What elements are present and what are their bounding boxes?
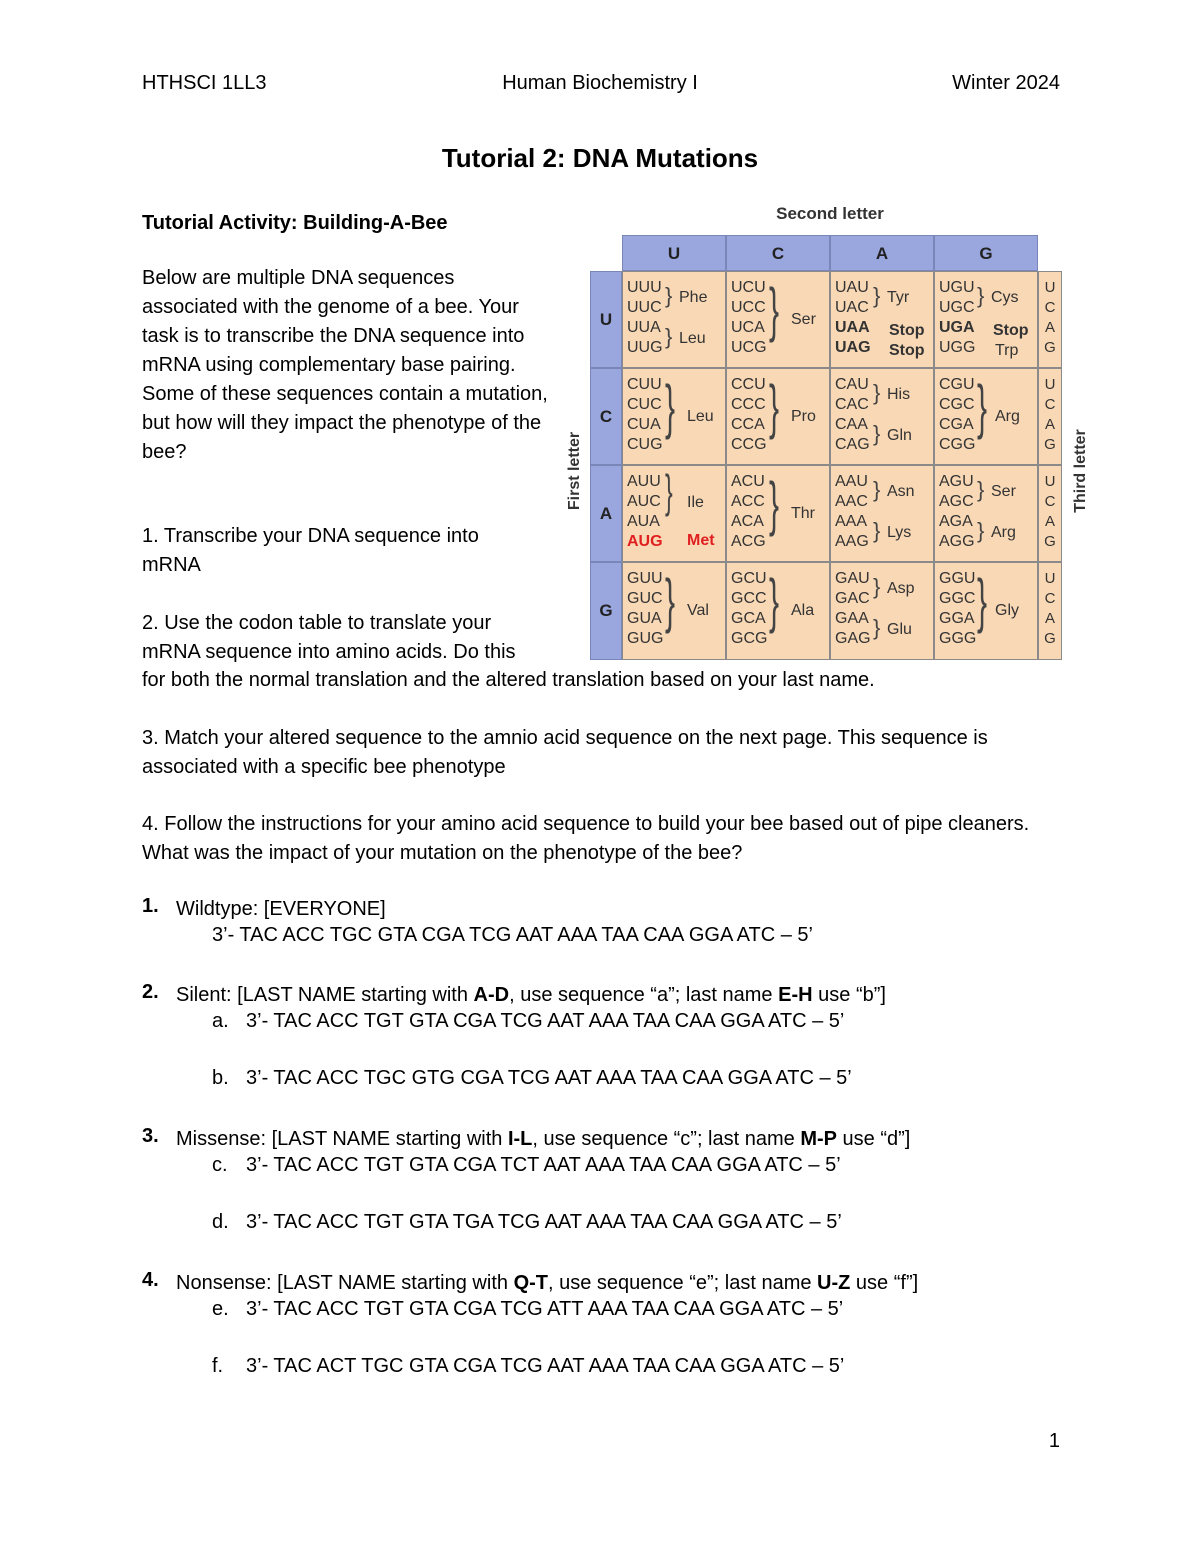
brace: } xyxy=(873,574,881,599)
cell-cu xyxy=(622,368,726,465)
codon: CGC xyxy=(939,396,975,413)
codon: CCA xyxy=(731,416,765,433)
second-letter-label: Second letter xyxy=(776,204,884,223)
third-letter: A xyxy=(1044,610,1055,627)
brace: } xyxy=(769,276,780,343)
third-letter: A xyxy=(1044,513,1055,530)
codon: AUU xyxy=(627,473,661,490)
step-2-line-1: 2. Use the codon table to translate your xyxy=(142,612,492,634)
letter-range: U-Z xyxy=(817,1272,851,1294)
brace: } xyxy=(977,567,988,634)
amino-acid: Tyr xyxy=(887,289,910,306)
codon: GAG xyxy=(835,630,871,647)
third-letter: U xyxy=(1044,376,1056,393)
sequence-b: 3’- TAC ACC TGC GTG CGA TCG AAT AAA TAA CAA GGA ATC – 5’ xyxy=(246,1067,852,1089)
cell-cc xyxy=(726,368,830,465)
amino-acid: Gly xyxy=(995,602,1019,619)
codon: UAC xyxy=(835,299,869,316)
sequence-c: 3’- TAC ACC TGT GTA CGA TCT AAT AAA TAA CAA GGA ATC – 5’ xyxy=(246,1154,841,1176)
item-3-label xyxy=(176,1125,910,1154)
cell-gu xyxy=(622,562,726,660)
codon: GUC xyxy=(627,590,663,607)
label-text: Nonsense: [LAST NAME starting with xyxy=(176,1272,514,1294)
brace: } xyxy=(665,567,676,634)
first-letter-label-wrap xyxy=(560,422,590,522)
brace: } xyxy=(665,324,673,349)
cell-ga xyxy=(830,562,934,660)
amino-acid: Cys xyxy=(991,289,1019,306)
label-text: Silent: [LAST NAME starting with xyxy=(176,984,474,1006)
amino-acid: Arg xyxy=(991,524,1016,541)
third-letter: C xyxy=(1044,590,1056,607)
amino-acid: Asn xyxy=(887,483,915,500)
col-head-a: A xyxy=(830,235,934,271)
brace: } xyxy=(665,283,673,308)
third-letters-u xyxy=(1038,271,1062,368)
codon: UAG xyxy=(835,339,871,356)
cell-uc xyxy=(726,271,830,368)
codon: UGA xyxy=(939,319,975,336)
brace: } xyxy=(873,477,881,502)
letter-range: E-H xyxy=(778,984,813,1006)
step-2-line-3: for both the normal translation and the altered translation based on your last name. xyxy=(142,669,875,691)
activity-heading: Tutorial Activity: Building-A-Bee xyxy=(142,212,448,234)
cell-ug xyxy=(934,271,1038,368)
codon: AGG xyxy=(939,533,975,550)
codon: UUU xyxy=(627,279,662,296)
label-text: , use sequence “c”; last name xyxy=(532,1128,801,1150)
label-text: use “d”] xyxy=(837,1128,911,1150)
codon: AGC xyxy=(939,493,974,510)
list-number: 2. xyxy=(142,981,159,1003)
stop-label: Stop xyxy=(993,322,1029,339)
codon: UAA xyxy=(835,319,870,336)
codon: CUA xyxy=(627,416,661,433)
codon: CUG xyxy=(627,436,663,453)
cell-uu xyxy=(622,271,726,368)
cell-aa xyxy=(830,465,934,562)
label-text: Missense: [LAST NAME starting with xyxy=(176,1128,508,1150)
codon: AAA xyxy=(835,513,868,530)
third-letters-c xyxy=(1038,368,1062,465)
sub-letter: a. xyxy=(212,1010,229,1032)
letter-range: M-P xyxy=(800,1128,837,1150)
codon: UCA xyxy=(731,319,765,336)
third-letter: G xyxy=(1044,533,1056,550)
header-course: HTHSCI 1LL3 xyxy=(142,72,267,94)
amino-acid: Trp xyxy=(995,342,1019,359)
row-head-u: U xyxy=(590,271,622,368)
codon: UUG xyxy=(627,339,663,356)
codon: UUA xyxy=(627,319,661,336)
sequence-d: 3’- TAC ACC TGT GTA TGA TCG AAT AAA TAA CAA GGA ATC – 5’ xyxy=(246,1211,842,1233)
codon: GGC xyxy=(939,590,976,607)
codon: CAC xyxy=(835,396,869,413)
cell-ac xyxy=(726,465,830,562)
third-letters-a xyxy=(1038,465,1062,562)
brace: } xyxy=(769,567,780,634)
codon: GCC xyxy=(731,590,767,607)
brace: } xyxy=(977,283,985,308)
intro-paragraph: Below are multiple DNA sequences associated with the genome of a bee. Your task is to transcribe the DNA sequence into mRNA using complementary base pairing. Some of these sequences contain a mutation, but how will they impact the phenotype of the bee? xyxy=(142,267,548,463)
codon: UAU xyxy=(835,279,869,296)
label-text: , use sequence “e”; last name xyxy=(548,1272,818,1294)
step-4: 4. Follow the instructions for your amino acid sequence to build your bee based out of pipe cleaners. What was the impact of your mutation on the phenotype of the bee? xyxy=(142,813,1030,864)
brace: } xyxy=(977,373,988,440)
amino-acid: Thr xyxy=(791,505,815,522)
codon: CCG xyxy=(731,436,767,453)
brace: } xyxy=(977,477,985,502)
codon: GUU xyxy=(627,570,663,587)
amino-acid: His xyxy=(887,386,911,403)
codon: CCC xyxy=(731,396,766,413)
codon: GUG xyxy=(627,630,664,647)
amino-acid: Lys xyxy=(887,524,912,541)
codon: AGA xyxy=(939,513,973,530)
codon: CCU xyxy=(731,376,766,393)
codon: ACU xyxy=(731,473,765,490)
third-letter: C xyxy=(1044,299,1056,316)
amino-acid: Gln xyxy=(887,427,912,444)
step-3: 3. Match your altered sequence to the amnio acid sequence on the next page. This sequence is associated with a specific bee phenotype xyxy=(142,727,988,778)
codon: CGA xyxy=(939,416,974,433)
codon: ACC xyxy=(731,493,765,510)
step-2-line-2: mRNA sequence into amino acids. Do this xyxy=(142,641,516,663)
cell-ca xyxy=(830,368,934,465)
start-codon: AUG xyxy=(627,533,663,550)
list-number: 1. xyxy=(142,895,159,917)
third-letter: G xyxy=(1044,436,1056,453)
codon: GAA xyxy=(835,610,869,627)
letter-range: I-L xyxy=(507,1128,533,1150)
codon: CAG xyxy=(835,436,870,453)
stop-label: Stop xyxy=(889,322,925,339)
third-letter: C xyxy=(1044,493,1056,510)
row-head-g: G xyxy=(590,562,622,660)
label-text: use “f”] xyxy=(850,1272,919,1294)
col-head-u: U xyxy=(622,235,726,271)
codon: AAC xyxy=(835,493,868,510)
letter-range: A-D xyxy=(473,984,510,1006)
codon: AGU xyxy=(939,473,974,490)
third-letter-label: Third letter xyxy=(1072,429,1089,513)
codon: GGA xyxy=(939,610,975,627)
label-text: use “b”] xyxy=(812,984,886,1006)
codon: CAA xyxy=(835,416,868,433)
codon: GAC xyxy=(835,590,870,607)
item-2-label xyxy=(176,981,886,1010)
sub-letter: b. xyxy=(212,1067,229,1089)
brace: } xyxy=(977,518,985,543)
amino-acid: Leu xyxy=(679,330,706,347)
codon: GAU xyxy=(835,570,870,587)
amino-acid: Ser xyxy=(991,483,1016,500)
cell-gg xyxy=(934,562,1038,660)
third-letter-label-wrap xyxy=(1066,422,1096,522)
brace: } xyxy=(873,283,881,308)
codon-table xyxy=(560,200,1089,670)
codon: AUC xyxy=(627,493,661,510)
row-head-a: A xyxy=(590,465,622,562)
codon: AAG xyxy=(835,533,869,550)
sequence-f: 3’- TAC ACT TGC GTA CGA TCG AAT AAA TAA CAA GGA ATC – 5’ xyxy=(246,1355,845,1377)
brace: } xyxy=(769,373,780,440)
step-1-line-1: 1. Transcribe your DNA sequence into xyxy=(142,525,479,547)
brace: } xyxy=(665,373,676,440)
stop-label: Stop xyxy=(889,342,925,359)
brace: } xyxy=(769,470,780,537)
col-head-c: C xyxy=(726,235,830,271)
header-subject: Human Biochemistry I xyxy=(502,72,698,94)
amino-acid: Phe xyxy=(679,289,708,306)
amino-acid-met: Met xyxy=(687,532,715,549)
amino-acid: Ile xyxy=(687,494,704,511)
amino-acid: Ala xyxy=(791,602,815,619)
brace: } xyxy=(873,421,881,446)
cell-au xyxy=(622,465,726,562)
third-letter: U xyxy=(1044,473,1056,490)
sub-letter: d. xyxy=(212,1211,229,1233)
codon: AUA xyxy=(627,513,660,530)
codon: ACA xyxy=(731,513,764,530)
cell-cg xyxy=(934,368,1038,465)
codon: UCG xyxy=(731,339,767,356)
third-letter: U xyxy=(1044,279,1056,296)
amino-acid: Glu xyxy=(887,621,912,638)
codon: UCC xyxy=(731,299,766,316)
codon: CGG xyxy=(939,436,976,453)
cell-ag xyxy=(934,465,1038,562)
brace: } xyxy=(873,518,881,543)
brace: } xyxy=(873,615,881,640)
codon: GCU xyxy=(731,570,767,587)
codon: CGU xyxy=(939,376,975,393)
third-letters-g xyxy=(1038,562,1062,660)
amino-acid: Leu xyxy=(687,408,714,425)
sequence-wildtype: 3’- TAC ACC TGC GTA CGA TCG AAT AAA TAA CAA GGA ATC – 5’ xyxy=(212,924,813,946)
item-4-label xyxy=(176,1269,918,1298)
third-letter: A xyxy=(1044,319,1055,336)
codon: UUC xyxy=(627,299,662,316)
sub-letter: c. xyxy=(212,1154,228,1176)
codon: GCG xyxy=(731,630,768,647)
brace: } xyxy=(873,380,881,405)
codon: CUU xyxy=(627,376,662,393)
cell-gc xyxy=(726,562,830,660)
amino-acid: Val xyxy=(687,602,709,619)
codon: AAU xyxy=(835,473,868,490)
first-letter-label: First letter xyxy=(566,431,583,511)
sub-letter: e. xyxy=(212,1298,229,1320)
third-letter: G xyxy=(1044,630,1056,647)
amino-acid: Ser xyxy=(791,311,816,328)
codon: GCA xyxy=(731,610,766,627)
third-letter: G xyxy=(1044,339,1056,356)
header-term: Winter 2024 xyxy=(952,72,1060,94)
sub-letter: f. xyxy=(212,1355,224,1377)
codon: CUC xyxy=(627,396,662,413)
codon: GUA xyxy=(627,610,662,627)
third-letter: C xyxy=(1044,396,1056,413)
page-title: Tutorial 2: DNA Mutations xyxy=(441,143,759,173)
codon: GGG xyxy=(939,630,977,647)
third-letter: A xyxy=(1044,416,1055,433)
codon: ACG xyxy=(731,533,766,550)
amino-acid: Arg xyxy=(995,408,1020,425)
row-head-c: C xyxy=(590,368,622,465)
amino-acid: Asp xyxy=(887,580,915,597)
item-1-label: Wildtype: [EVERYONE] xyxy=(176,898,386,920)
codon: UCU xyxy=(731,279,766,296)
sequence-e: 3’- TAC ACC TGT GTA CGA TCG ATT AAA TAA CAA GGA ATC – 5’ xyxy=(246,1298,844,1320)
codon: UGG xyxy=(939,339,976,356)
step-1-line-2: mRNA xyxy=(142,554,201,576)
label-text: , use sequence “a”; last name xyxy=(509,984,779,1006)
col-head-g: G xyxy=(934,235,1038,271)
third-letter: U xyxy=(1044,570,1056,587)
list-number: 4. xyxy=(142,1269,159,1291)
codon: CAU xyxy=(835,376,869,393)
brace: } xyxy=(665,465,673,517)
codon: UGU xyxy=(939,279,975,296)
list-number: 3. xyxy=(142,1125,159,1147)
cell-ua xyxy=(830,271,934,368)
codon: GGU xyxy=(939,570,976,587)
sequence-a: 3’- TAC ACC TGT GTA CGA TCG AAT AAA TAA CAA GGA ATC – 5’ xyxy=(246,1010,845,1032)
letter-range: Q-T xyxy=(513,1272,548,1294)
codon: UGC xyxy=(939,299,975,316)
page-number: 1 xyxy=(1048,1430,1060,1452)
amino-acid: Pro xyxy=(791,408,816,425)
